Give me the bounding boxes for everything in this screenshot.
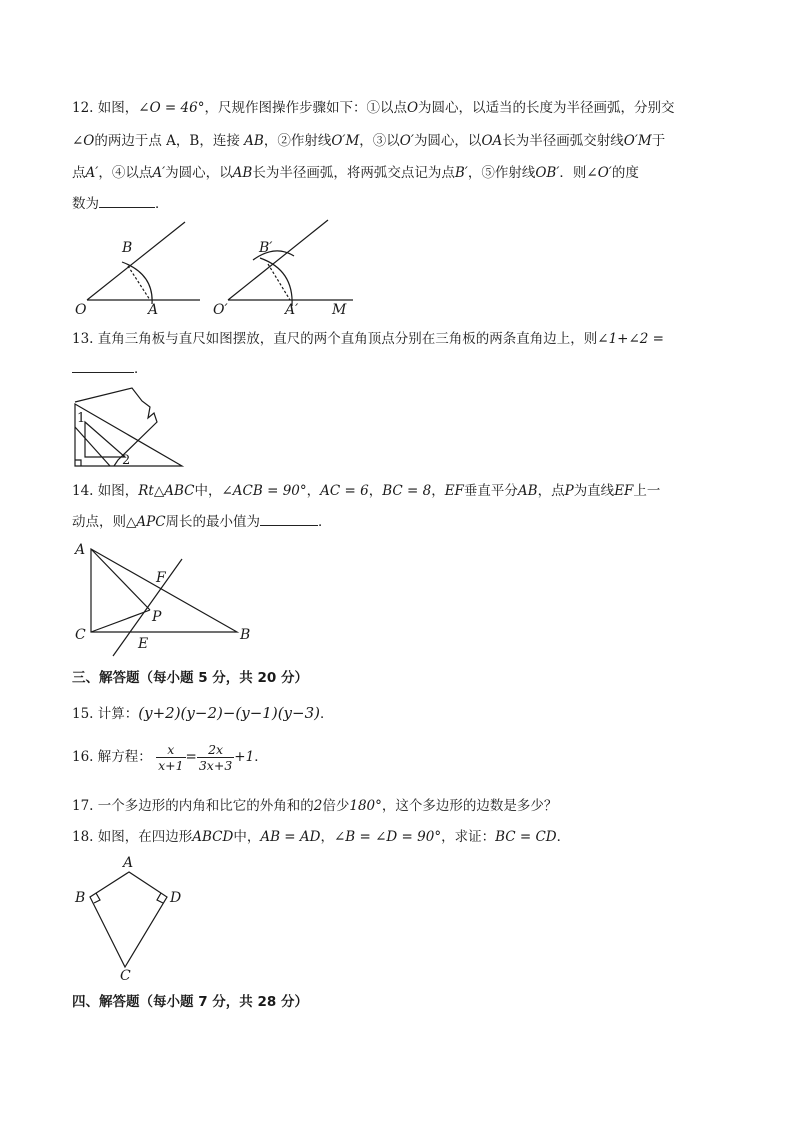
text: 周长的最小值为 (165, 514, 261, 530)
ray-ob (87, 222, 185, 300)
math: ABCD (192, 829, 234, 845)
label-angle-2: 2 (122, 453, 131, 468)
label-m: M (332, 302, 347, 318)
text: ，这个多边形的边数是多少？ (381, 798, 558, 814)
label-o: O (75, 302, 87, 318)
text: ． (155, 196, 169, 212)
text: 17. 一个多边形的内角和比它的外角和的 (72, 798, 314, 814)
arc-a2b2 (260, 258, 292, 306)
math: O′M (623, 133, 652, 149)
math: EF (444, 483, 464, 499)
text: 16. 解方程： (72, 749, 152, 765)
math: BC = 8 (382, 483, 432, 499)
text: ， (431, 483, 445, 499)
q12-line-1 (72, 98, 732, 118)
text: ， (368, 483, 383, 499)
math: O (406, 100, 419, 116)
q13-figure (70, 385, 190, 470)
q15-line (72, 703, 732, 724)
math: 180° (349, 798, 382, 814)
text: ，③以 (359, 133, 400, 149)
segment-ap (91, 549, 150, 610)
label-p: P (152, 609, 162, 625)
answer-blank[interactable] (99, 193, 155, 208)
math: +1 (234, 749, 255, 765)
label-b: B (240, 627, 251, 643)
text: 14. 如图， (72, 483, 139, 499)
answer-blank[interactable] (260, 511, 318, 526)
text: 长为半径画弧交射线 (502, 133, 624, 149)
answer-blank[interactable] (72, 358, 134, 373)
q18-figure (70, 852, 190, 982)
math: ∠O′ (586, 165, 612, 181)
q12-figure (70, 214, 360, 324)
text: ． (254, 749, 268, 765)
math: AB (244, 133, 264, 149)
label-angle-1: 1 (77, 411, 86, 426)
numerator: x (156, 742, 185, 758)
text: 12. 如图， (72, 100, 139, 116)
triangle-abc (91, 549, 237, 632)
q12-line-2 (72, 131, 732, 151)
equals-sign: = (185, 749, 197, 765)
math: (y+2)(y−2)−(y−1)(y−3) (138, 704, 320, 722)
q14-line-2 (72, 511, 732, 532)
text: ，④以点 (98, 165, 153, 181)
right-angle-d (157, 893, 163, 903)
text: 动点，则 (72, 514, 126, 530)
fraction-left (156, 742, 185, 773)
q12-line-4 (72, 193, 732, 214)
text: ． (318, 514, 332, 530)
text: 13. 直角三角板与直尺如图摆放，直尺的两个直角顶点分别在三角板的两条直角边上，则 (72, 331, 598, 347)
ray-ob2 (228, 220, 328, 300)
numerator: 2x (197, 742, 234, 758)
text: 垂直平分 (463, 483, 518, 499)
text: ．则 (559, 165, 587, 181)
label-o-prime: O′ (213, 302, 228, 318)
label-a: A (75, 542, 86, 558)
text: 为圆心，以 (165, 165, 233, 181)
text: 为圆心，以 (413, 133, 482, 149)
text: 长为半径画弧，将两弧交点记为点 (252, 165, 455, 181)
math: A′ (152, 165, 166, 181)
fraction-right (197, 742, 234, 773)
math: ∠O = 46° (138, 100, 205, 116)
q16-line (72, 740, 732, 774)
math: EF (614, 483, 634, 499)
label-e: E (138, 636, 149, 652)
math: AB (232, 165, 253, 181)
text: ，求证： (441, 829, 496, 845)
text: ，②作射线 (263, 133, 332, 149)
math: AB = AD (260, 829, 321, 845)
text: 中， (194, 483, 222, 499)
math: BC = CD (495, 829, 557, 845)
ruler (75, 388, 157, 466)
text: 18. 如图，在四边形 (72, 829, 193, 845)
text: 于 (651, 133, 666, 149)
text: 上一 (633, 483, 661, 499)
text: ． (134, 361, 148, 377)
text: 为圆心，以适当的长度为半径画弧，分别交 (418, 100, 675, 116)
right-angle-mark (75, 460, 81, 466)
label-b: B (75, 890, 86, 906)
q13-line-1 (72, 329, 732, 349)
math: AC = 6 (320, 483, 369, 499)
text: ，点 (537, 483, 565, 499)
q14-line-1 (72, 481, 732, 501)
label-b: B (122, 240, 133, 256)
math: O′ (399, 133, 414, 149)
math: P (564, 483, 574, 499)
segment-cp (91, 610, 150, 632)
label-a: A (123, 855, 134, 871)
q12-line-3 (72, 163, 732, 183)
label-a: A (148, 302, 159, 318)
label-c: C (120, 968, 131, 984)
denominator: 3x+3 (198, 758, 233, 773)
text: ． (320, 706, 334, 722)
math: OB′ (535, 165, 560, 181)
set-square-hole (85, 422, 125, 457)
text: 15. 计算： (72, 706, 139, 722)
text: ， (306, 483, 321, 499)
label-a-prime: A′ (285, 302, 299, 318)
text: ，尺规作图操作步骤如下：①以点 (204, 100, 407, 116)
q17-line (72, 796, 732, 816)
quadrilateral-abcd (90, 872, 167, 967)
math: 2 (313, 798, 323, 814)
math: OA (481, 133, 503, 149)
math: ∠B = ∠D = 90° (333, 829, 442, 845)
text: 的度 (611, 165, 639, 181)
math: △APC (126, 514, 166, 530)
math: O′M (331, 133, 360, 149)
text: ． (556, 829, 571, 845)
section-3-heading: 三、解答题（每小题 5 分，共 20 分） (72, 670, 308, 686)
math: ∠O (72, 133, 95, 149)
math: B′ (454, 165, 468, 181)
denominator: x+1 (158, 758, 184, 773)
math: Rt△ABC (138, 483, 195, 499)
label-c: C (75, 627, 86, 643)
text: 倍少 (322, 798, 350, 814)
q13-line-2 (72, 358, 732, 379)
text: ，⑤作射线 (467, 165, 536, 181)
math: A′ (85, 165, 99, 181)
q18-line (72, 827, 732, 847)
text: ， (320, 829, 334, 845)
math: ∠1+∠2 = (597, 331, 664, 347)
text: 点 (72, 165, 86, 181)
math: AB (517, 483, 538, 499)
q14-figure (70, 538, 260, 660)
section-4-heading: 四、解答题（每小题 7 分，共 28 分） (72, 994, 308, 1010)
text: 为直线 (573, 483, 615, 499)
label-f: F (156, 570, 166, 586)
label-b-prime: B′ (259, 240, 273, 256)
text: 中， (233, 829, 261, 845)
math: ∠ACB = 90° (221, 483, 307, 499)
label-d: D (170, 890, 182, 906)
text: 的两边于点 A，B，连接 (94, 133, 240, 149)
text: 数为 (72, 196, 99, 212)
